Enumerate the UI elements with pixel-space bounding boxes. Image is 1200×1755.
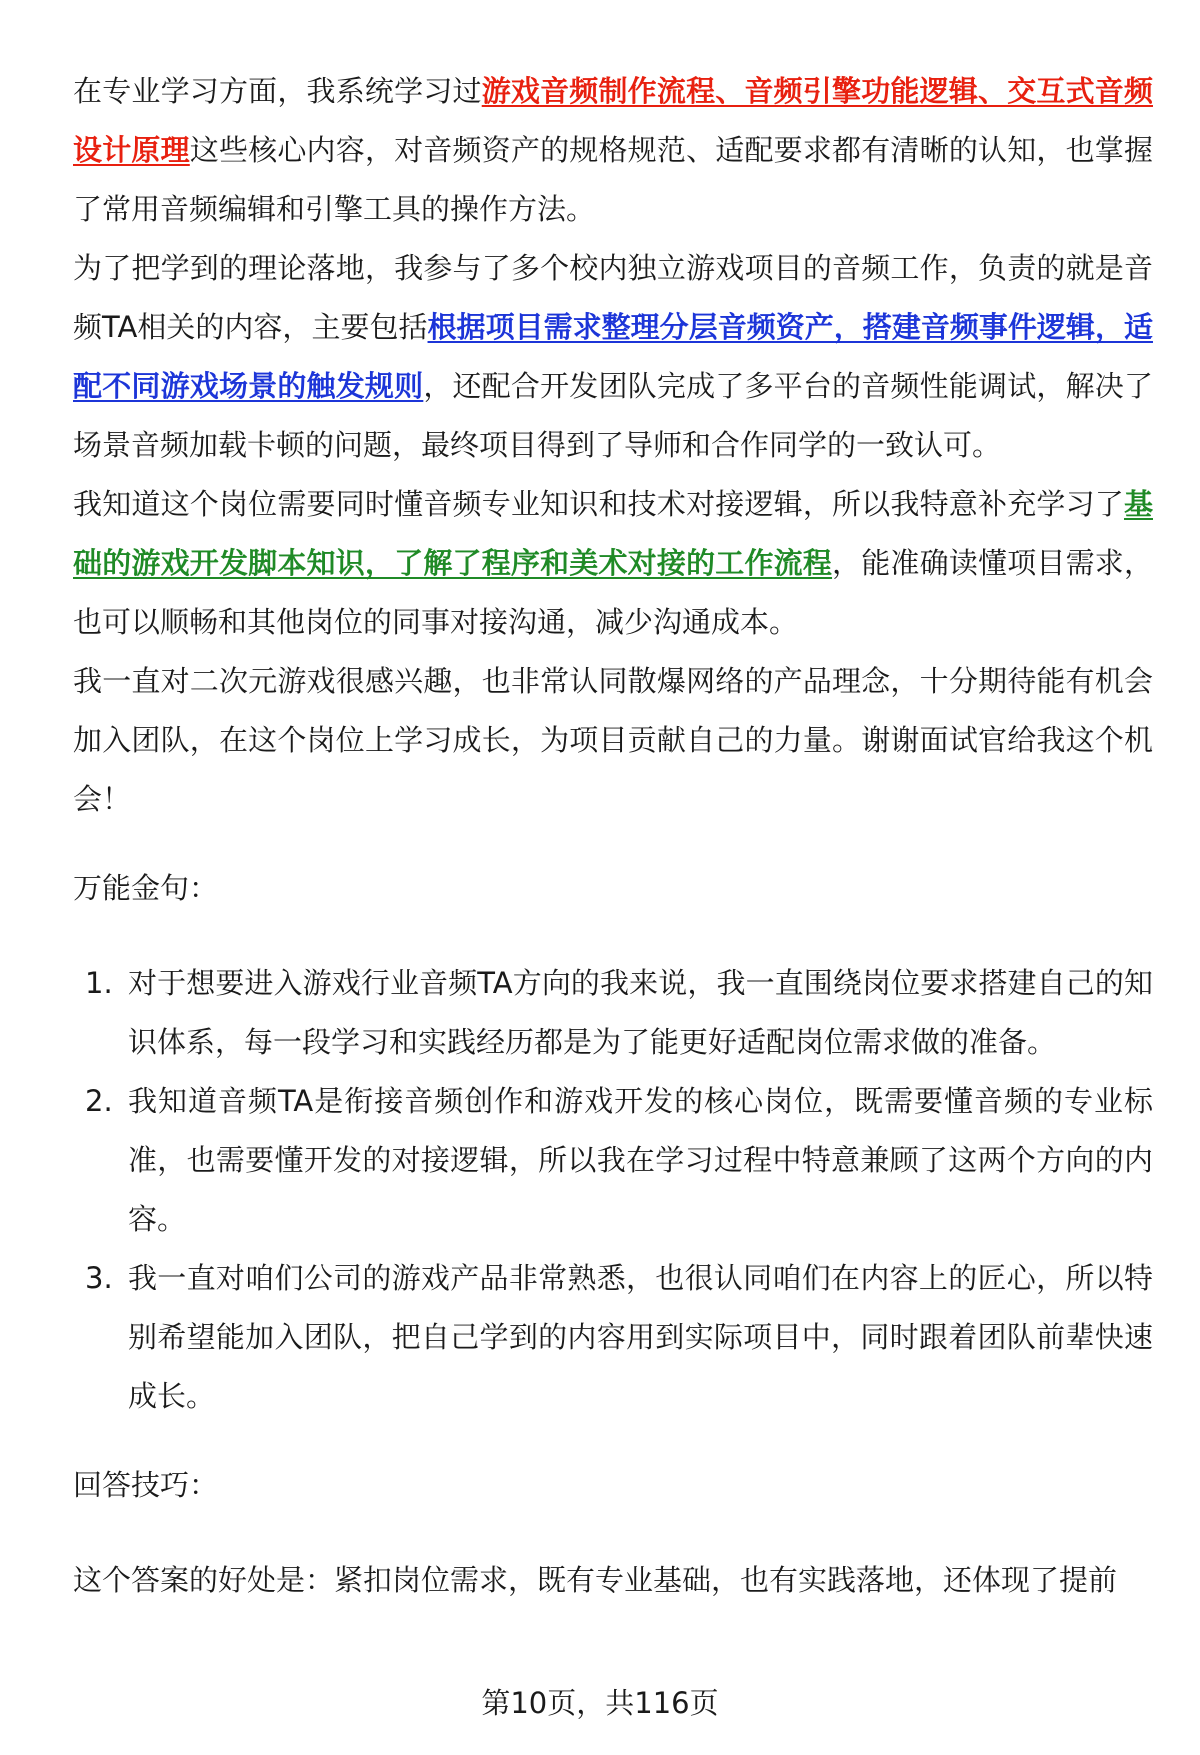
highlight-red: 游戏音频制作流程、音频引擎功能逻辑、交互式音频设计原理	[73, 74, 1153, 167]
golden-sentences-list	[73, 954, 1153, 1426]
list-item	[73, 954, 1153, 1072]
paragraph-skills	[73, 475, 1153, 652]
highlight-blue: 根据项目需求整理分层音频资产，搭建音频事件逻辑，适配不同游戏场景的触发规则	[73, 310, 1153, 403]
paragraph-text: 为了把学到的理论落地，我参与了多个校内独立游戏项目的音频工作，负责的就是音频TA相关的内容，主要包括	[73, 251, 1153, 344]
list-number: 2.	[85, 1084, 113, 1118]
section-title-answer-tips: 回答技巧：	[73, 1468, 219, 1502]
list-item	[73, 1249, 1153, 1426]
list-item-text: 我知道音频TA是衔接音频创作和游戏开发的核心岗位，既需要懂音频的专业标准，也需要懂开发的对接逻辑，所以我在学习过程中特意兼顾了这两个方向的内容。	[128, 1084, 1153, 1236]
paragraph-text: ，能准确读懂项目需求，也可以顺畅和其他岗位的同事对接沟通，减少沟通成本。	[73, 546, 1153, 639]
list-item-text: 对于想要进入游戏行业音频TA方向的我来说，我一直围绕岗位要求搭建自己的知识体系，每一段学习和实践经历都是为了能更好适配岗位需求做的准备。	[128, 966, 1153, 1059]
highlight-green: 基础的游戏开发脚本知识，了解了程序和美术对接的工作流程	[73, 487, 1153, 580]
paragraph-text: 我知道这个岗位需要同时懂音频专业知识和技术对接逻辑，所以我特意补充学习了	[73, 487, 1124, 521]
section-title-golden-sentences: 万能金句：	[73, 871, 219, 905]
paragraph-project-experience	[73, 239, 1153, 475]
list-item-text: 我一直对咱们公司的游戏产品非常熟悉，也很认同咱们在内容上的匠心，所以特别希望能加入团队，把自己学到的内容用到实际项目中，同时跟着团队前辈快速成长。	[128, 1261, 1153, 1413]
list-number: 1.	[85, 966, 113, 1000]
page-number-footer: 第10页，共116页	[481, 1686, 719, 1720]
paragraph-text: ，还配合开发团队完成了多平台的音频性能调试，解决了场景音频加载卡顿的问题，最终项目得到了导师和合作同学的一致认可。	[73, 369, 1153, 462]
paragraph-tips: 这个答案的好处是：紧扣岗位需求，既有专业基础，也有实践落地，还体现了提前	[73, 1563, 1118, 1597]
paragraph-professional-study	[73, 62, 1153, 239]
paragraph-text: 这些核心内容，对音频资产的规格规范、适配要求都有清晰的认知，也掌握了常用音频编辑和引擎工具的操作方法。	[73, 133, 1153, 226]
list-number: 3.	[85, 1261, 113, 1295]
document-body	[73, 62, 1153, 1610]
paragraph-motivation: 我一直对二次元游戏很感兴趣，也非常认同散爆网络的产品理念，十分期待能有机会加入团队，在这个岗位上学习成长，为项目贡献自己的力量。谢谢面试官给我这个机会！	[73, 664, 1153, 816]
list-item	[73, 1072, 1153, 1249]
paragraph-text: 在专业学习方面，我系统学习过	[73, 74, 482, 108]
